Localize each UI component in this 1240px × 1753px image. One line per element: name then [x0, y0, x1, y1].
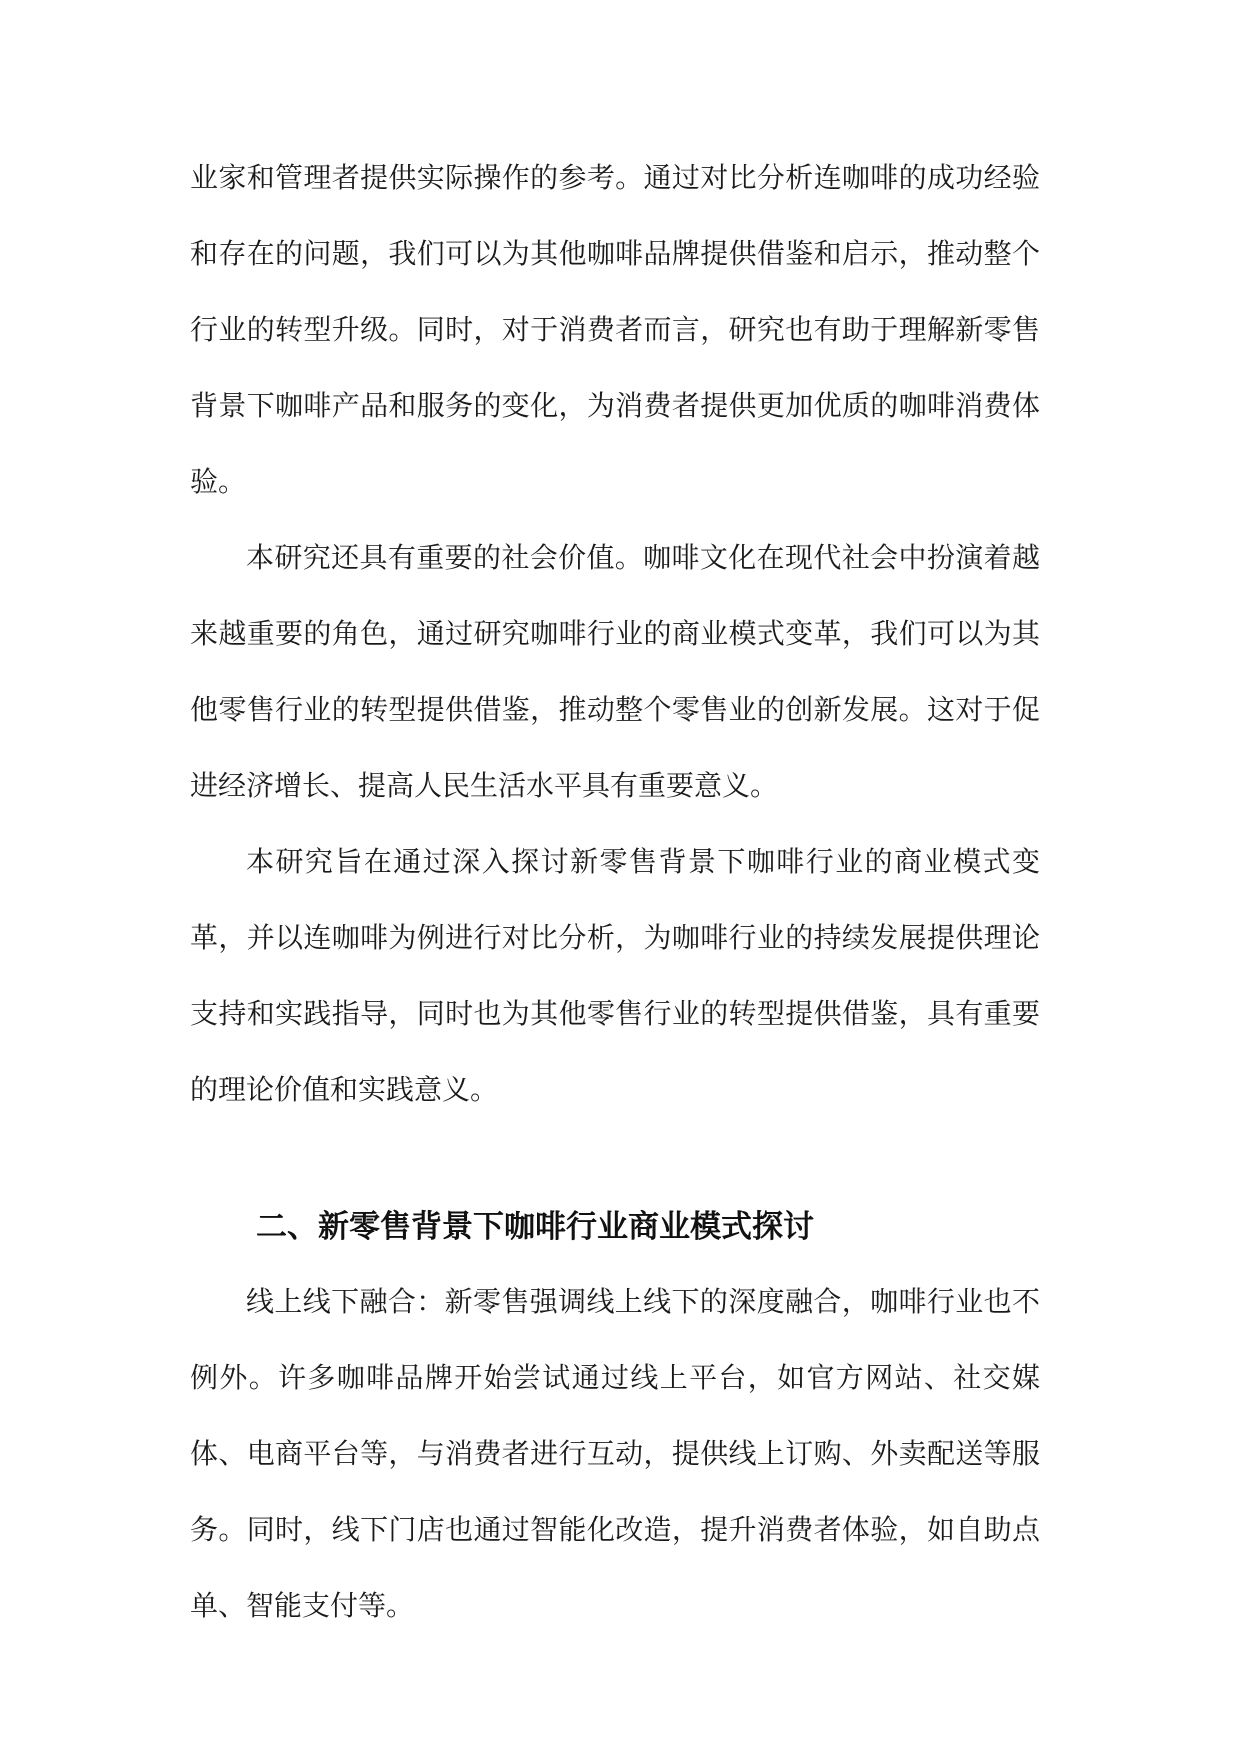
paragraph-online-offline: 线上线下融合：新零售强调线上线下的深度融合，咖啡行业也不例外。许多咖啡品牌开始尝试通过线上平台，如官方网站、社交媒体、电商平台等，与消费者进行互动，提供线上订购、外卖配送等服务。同时，线下门店也通过智能化改造，提升消费者体验，如自助点单、智能支付等。 — [190, 1285, 1040, 1622]
paragraph-social-value: 本研究还具有重要的社会价值。咖啡文化在现代社会中扮演着越来越重要的角色，通过研究咖啡行业的商业模式变革，我们可以为其他零售行业的转型提供借鉴，推动整个零售业的创新发展。这对于促进经济增长、提高人民生活水平具有重要意义。 — [190, 541, 1040, 802]
paragraph-continued: 业家和管理者提供实际操作的参考。通过对比分析连咖啡的成功经验和存在的问题，我们可以为其他咖啡品牌提供借鉴和启示，推动整个行业的转型升级。同时，对于消费者而言，研究也有助于理解新零售背景下咖啡产品和服务的变化，为消费者提供更加优质的咖啡消费体验。 — [190, 161, 1040, 498]
paragraph-research-aim: 本研究旨在通过深入探讨新零售背景下咖啡行业的商业模式变革，并以连咖啡为例进行对比分析，为咖啡行业的持续发展提供理论支持和实践指导，同时也为其他零售行业的转型提供借鉴，具有重要的理论价值和实践意义。 — [190, 845, 1040, 1106]
section-heading: 二、新零售背景下咖啡行业商业模式探讨 — [256, 1209, 814, 1245]
document-body — [190, 140, 1040, 1644]
